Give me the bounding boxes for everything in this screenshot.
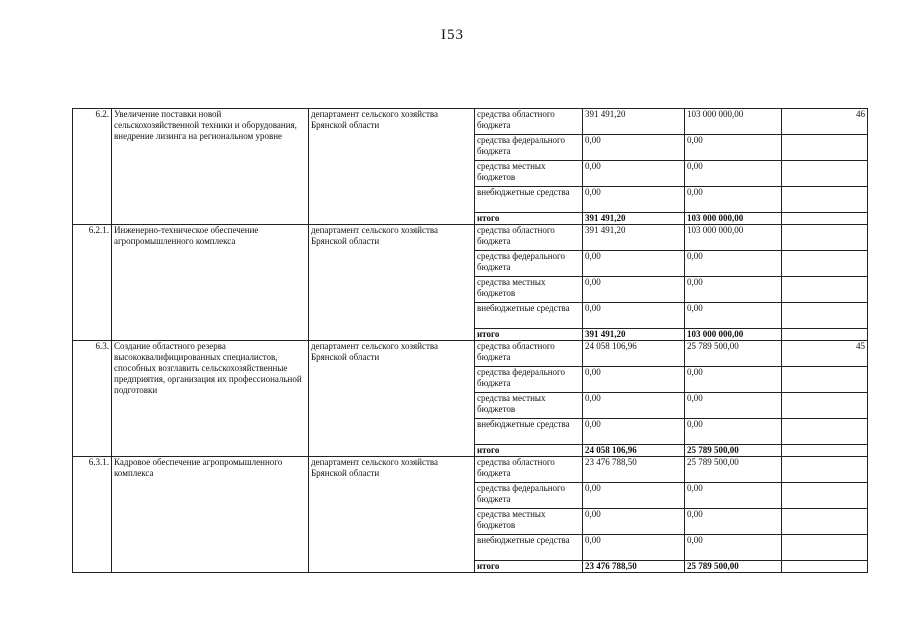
- empty-cell: [782, 483, 868, 509]
- empty-cell: [782, 251, 868, 277]
- item-title: Увеличение поставки новой сельскохозяйственной техники и оборудования, внедрение лизинга на региональном уровне: [112, 109, 309, 225]
- extra-value: [782, 457, 868, 483]
- funding-source: средства областного бюджета: [475, 341, 583, 367]
- item-code: 6.3.1.: [73, 457, 112, 573]
- amount-col-2: 0,00: [685, 161, 782, 187]
- funding-source: итого: [475, 329, 583, 341]
- empty-cell: [782, 367, 868, 393]
- extra-value: 46: [782, 109, 868, 135]
- amount-col-1: 0,00: [583, 187, 685, 213]
- amount-col-1: 0,00: [583, 509, 685, 535]
- item-code: 6.2.1.: [73, 225, 112, 341]
- budget-table: [72, 108, 868, 573]
- amount-col-1: 0,00: [583, 419, 685, 445]
- funding-source: средства областного бюджета: [475, 225, 583, 251]
- amount-col-1: 0,00: [583, 393, 685, 419]
- amount-col-1: 391 491,20: [583, 213, 685, 225]
- table-row: [73, 109, 868, 135]
- empty-cell: [782, 135, 868, 161]
- table-body: [73, 109, 868, 573]
- funding-source: средства местных бюджетов: [475, 509, 583, 535]
- amount-col-2: 25 789 500,00: [685, 445, 782, 457]
- funding-source: средства федерального бюджета: [475, 135, 583, 161]
- amount-col-1: 0,00: [583, 303, 685, 329]
- item-executor: департамент сельского хозяйства Брянской области: [309, 109, 475, 225]
- amount-col-1: 0,00: [583, 251, 685, 277]
- item-title: Инженерно-техническое обеспечение агропромышленного комплекса: [112, 225, 309, 341]
- amount-col-2: 0,00: [685, 277, 782, 303]
- amount-col-1: 0,00: [583, 367, 685, 393]
- amount-col-1: 0,00: [583, 161, 685, 187]
- amount-col-1: 0,00: [583, 135, 685, 161]
- amount-col-2: 103 000 000,00: [685, 329, 782, 341]
- table-row: [73, 341, 868, 367]
- amount-col-1: 24 058 106,96: [583, 341, 685, 367]
- item-code: 6.2.: [73, 109, 112, 225]
- empty-cell: [782, 303, 868, 329]
- empty-cell: [782, 419, 868, 445]
- funding-source: итого: [475, 561, 583, 573]
- funding-source: итого: [475, 445, 583, 457]
- amount-col-1: 0,00: [583, 483, 685, 509]
- page-number: I53: [441, 27, 464, 43]
- funding-source: внебюджетные средства: [475, 535, 583, 561]
- funding-source: средства местных бюджетов: [475, 393, 583, 419]
- amount-col-1: 24 058 106,96: [583, 445, 685, 457]
- funding-source: средства областного бюджета: [475, 457, 583, 483]
- amount-col-2: 0,00: [685, 535, 782, 561]
- funding-source: средства местных бюджетов: [475, 161, 583, 187]
- item-title: Кадровое обеспечение агропромышленного комплекса: [112, 457, 309, 573]
- funding-source: средства федерального бюджета: [475, 483, 583, 509]
- amount-col-2: 0,00: [685, 251, 782, 277]
- empty-cell: [782, 187, 868, 213]
- amount-col-2: 0,00: [685, 483, 782, 509]
- amount-col-2: 25 789 500,00: [685, 341, 782, 367]
- amount-col-2: 25 789 500,00: [685, 457, 782, 483]
- amount-col-2: 0,00: [685, 393, 782, 419]
- empty-cell: [782, 509, 868, 535]
- amount-col-1: 391 491,20: [583, 329, 685, 341]
- amount-col-1: 23 476 788,50: [583, 561, 685, 573]
- empty-cell: [782, 161, 868, 187]
- funding-source: внебюджетные средства: [475, 419, 583, 445]
- amount-col-1: 391 491,20: [583, 109, 685, 135]
- item-code: 6.3.: [73, 341, 112, 457]
- funding-source: средства федерального бюджета: [475, 367, 583, 393]
- empty-cell: [782, 213, 868, 225]
- amount-col-2: 0,00: [685, 419, 782, 445]
- empty-cell: [782, 329, 868, 341]
- amount-col-2: 0,00: [685, 303, 782, 329]
- empty-cell: [782, 535, 868, 561]
- amount-col-2: 0,00: [685, 367, 782, 393]
- amount-col-2: 103 000 000,00: [685, 225, 782, 251]
- empty-cell: [782, 561, 868, 573]
- extra-value: [782, 225, 868, 251]
- amount-col-1: 391 491,20: [583, 225, 685, 251]
- table-row: [73, 225, 868, 251]
- funding-source: средства местных бюджетов: [475, 277, 583, 303]
- table-row: [73, 457, 868, 483]
- amount-col-2: 25 789 500,00: [685, 561, 782, 573]
- amount-col-2: 103 000 000,00: [685, 109, 782, 135]
- empty-cell: [782, 277, 868, 303]
- amount-col-2: 0,00: [685, 187, 782, 213]
- amount-col-1: 23 476 788,50: [583, 457, 685, 483]
- item-title: Создание областного резерва высококвалифицированных специалистов, способных возглавить сельскохозяйственные предприятия, организация их профессиональной подготовки: [112, 341, 309, 457]
- funding-source: средства федерального бюджета: [475, 251, 583, 277]
- item-executor: департамент сельского хозяйства Брянской области: [309, 457, 475, 573]
- item-executor: департамент сельского хозяйства Брянской области: [309, 225, 475, 341]
- amount-col-2: 0,00: [685, 135, 782, 161]
- funding-source: итого: [475, 213, 583, 225]
- funding-source: средства областного бюджета: [475, 109, 583, 135]
- amount-col-1: 0,00: [583, 535, 685, 561]
- amount-col-2: 103 000 000,00: [685, 213, 782, 225]
- funding-source: внебюджетные средства: [475, 303, 583, 329]
- amount-col-2: 0,00: [685, 509, 782, 535]
- extra-value: 45: [782, 341, 868, 367]
- empty-cell: [782, 445, 868, 457]
- funding-source: внебюджетные средства: [475, 187, 583, 213]
- item-executor: департамент сельского хозяйства Брянской области: [309, 341, 475, 457]
- empty-cell: [782, 393, 868, 419]
- amount-col-1: 0,00: [583, 277, 685, 303]
